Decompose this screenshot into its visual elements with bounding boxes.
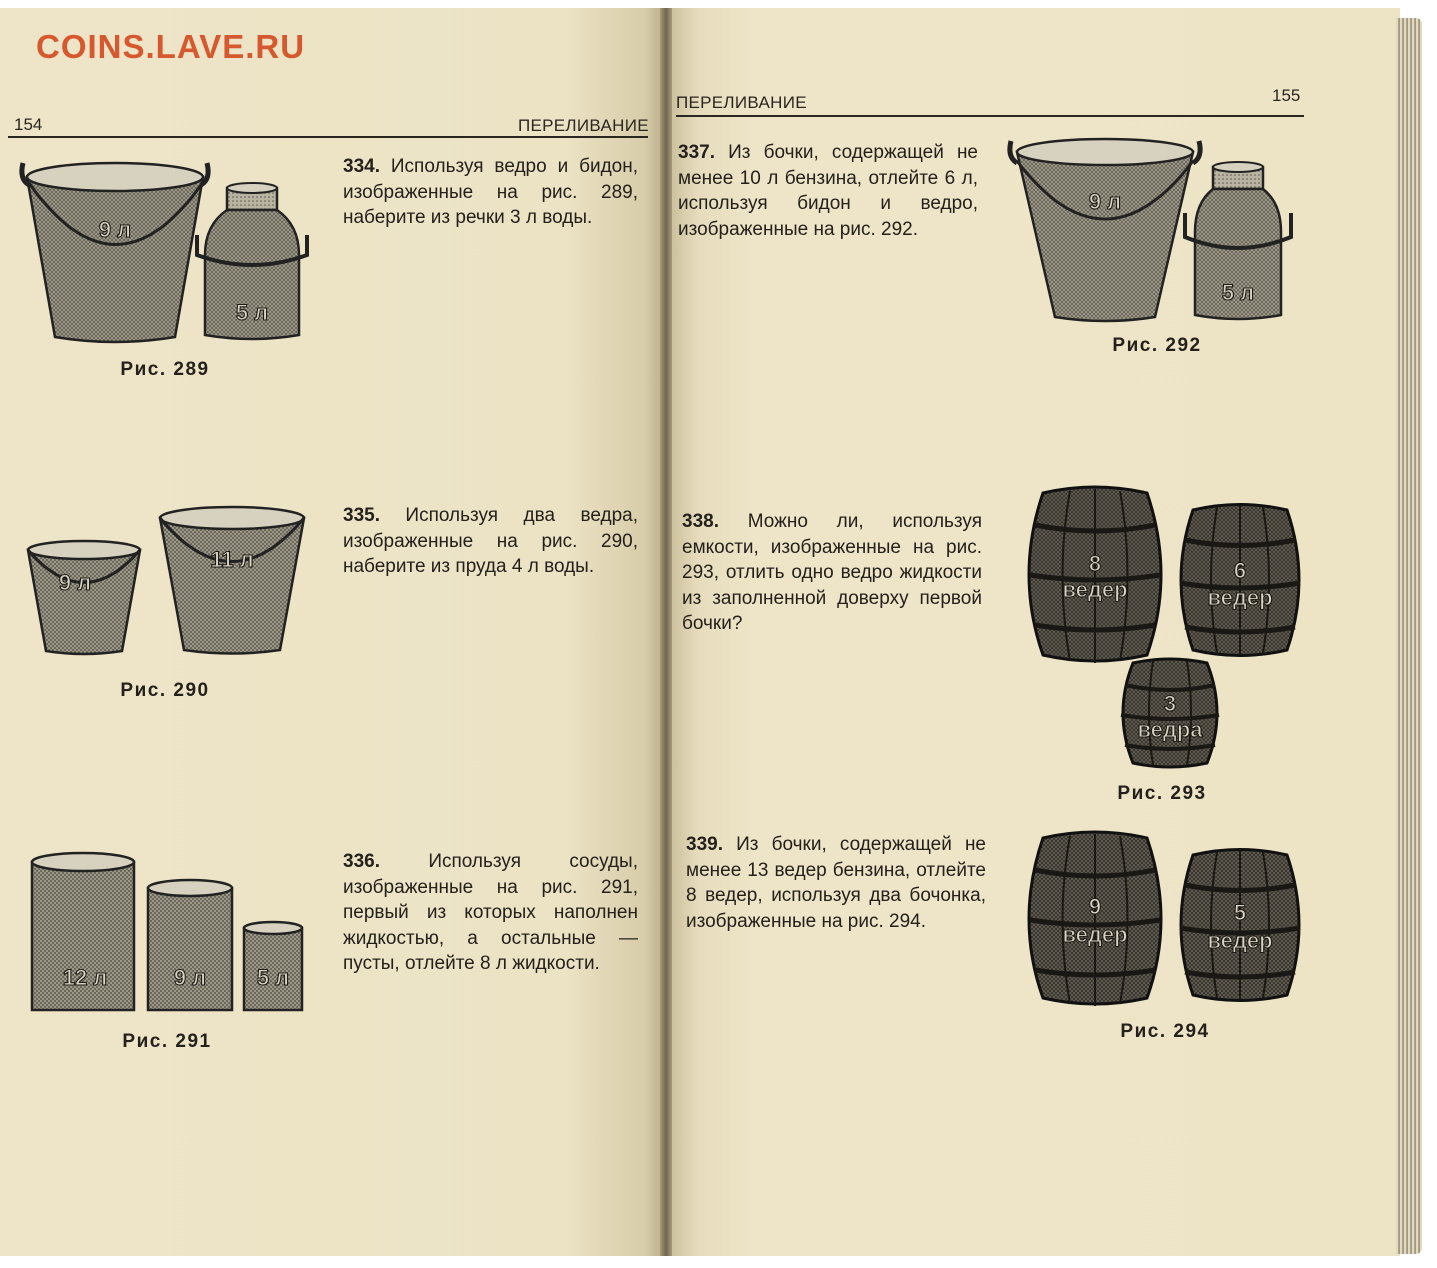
barrel-icon: [1029, 487, 1161, 663]
bucket-icon: [28, 541, 140, 654]
problem-339: [686, 832, 986, 934]
problem-text: Из бочки, содержащей не менее 13 ведер бензина, отлейте 8 ведер, используя два бочонка, изображенные на рис. 294.: [686, 834, 986, 932]
left-running-head: ПЕРЕЛИВАНИЕ: [518, 116, 649, 135]
figure-caption: Рис. 289: [120, 359, 210, 380]
figure-label-unit: ведра: [1137, 717, 1203, 742]
milk-can-icon: [1185, 162, 1291, 319]
right-header-rule: [676, 115, 1304, 117]
figure-label-number: 5: [1233, 900, 1247, 925]
bucket-icon: [1010, 139, 1200, 321]
figure-caption: Рис. 294: [1120, 1021, 1210, 1042]
problem-335: [343, 503, 638, 580]
figure-caption: Рис. 290: [120, 680, 210, 701]
left-page-number: 154: [14, 115, 43, 134]
figure-caption: Рис. 291: [122, 1031, 212, 1052]
problem-336: [343, 849, 638, 977]
cylinder-icon: [32, 853, 134, 1010]
cylinder-icon: [148, 880, 232, 1010]
watermark: COINS.LAVE.RU: [36, 28, 306, 65]
figure-label: 5 л: [235, 300, 269, 325]
figure-label-number: 3: [1163, 691, 1177, 716]
figure-label: 5 л: [1221, 280, 1255, 305]
figure-label: 9 л: [58, 570, 92, 595]
figure-label: 12 л: [62, 965, 108, 990]
problem-338: [682, 509, 982, 637]
problem-number: 339.: [686, 834, 723, 855]
right-running-head: ПЕРЕЛИВАНИЕ: [676, 93, 807, 112]
figure-label-unit: ведер: [1062, 922, 1128, 947]
figure-label: 5 л: [256, 965, 290, 990]
cylinder-icon: [244, 922, 302, 1010]
problem-text: Можно ли, используя емкости, изображенные на рис. 293, отлить одно ведро жидкости из заполненной доверху первой бочки?: [682, 511, 983, 634]
figure-caption: Рис. 293: [1117, 783, 1207, 804]
book-spine: [660, 8, 672, 1256]
figure-caption: Рис. 292: [1112, 335, 1202, 356]
figure-label: 9 л: [98, 217, 132, 242]
barrel-icon: [1180, 850, 1300, 1001]
problem-text: Из бочки, содержащей не менее 10 л бензина, отлейте 6 л, используя бидон и ведро, изображенные на рис. 292.: [678, 142, 978, 240]
bucket-icon: [160, 507, 304, 654]
problem-number: 336.: [343, 851, 380, 872]
problem-334: [343, 154, 638, 231]
right-page-number: 155: [1272, 86, 1301, 105]
problem-number: 335.: [343, 505, 380, 526]
figure-label-number: 9: [1088, 894, 1102, 919]
bucket-icon: [22, 163, 208, 342]
page-edges: [1396, 18, 1422, 1254]
figure-292: [1005, 137, 1300, 327]
figure-label: 9 л: [1088, 189, 1122, 214]
problem-text: Используя ведро и бидон, изображенные на рис. 289, наберите из речки 3 л воды.: [343, 156, 639, 228]
figure-label-number: 6: [1233, 558, 1247, 583]
figure-289: [15, 155, 315, 350]
problem-337: [678, 140, 978, 242]
milk-can-icon: [197, 183, 307, 339]
problem-text: Используя сосуды, изображенные на рис. 291, первый из которых наполнен жидкостью, а остальные — пусты, отлейте 8 л жидкости.: [343, 851, 638, 974]
barrel-icon: [1180, 505, 1300, 656]
figure-294: [1025, 830, 1305, 1010]
problem-text: Используя два ведра, изображенные на рис. 290, наберите из пруда 4 л воды.: [343, 505, 638, 577]
figure-label-unit: ведер: [1207, 928, 1273, 953]
figure-label-number: 8: [1088, 551, 1102, 576]
figure-290: [20, 505, 310, 660]
figure-label-unit: ведер: [1207, 585, 1273, 610]
left-header-rule: [8, 136, 648, 138]
figure-label-unit: ведер: [1062, 577, 1128, 602]
problem-number: 337.: [678, 142, 715, 163]
figure-291: [28, 850, 308, 1015]
figure-label: 11 л: [210, 547, 254, 572]
barrel-icon: [1121, 659, 1219, 767]
problem-number: 338.: [682, 511, 719, 532]
problem-number: 334.: [343, 156, 380, 177]
figure-label: 9 л: [173, 965, 207, 990]
figure-293: [1025, 485, 1300, 775]
barrel-icon: [1029, 832, 1161, 1006]
